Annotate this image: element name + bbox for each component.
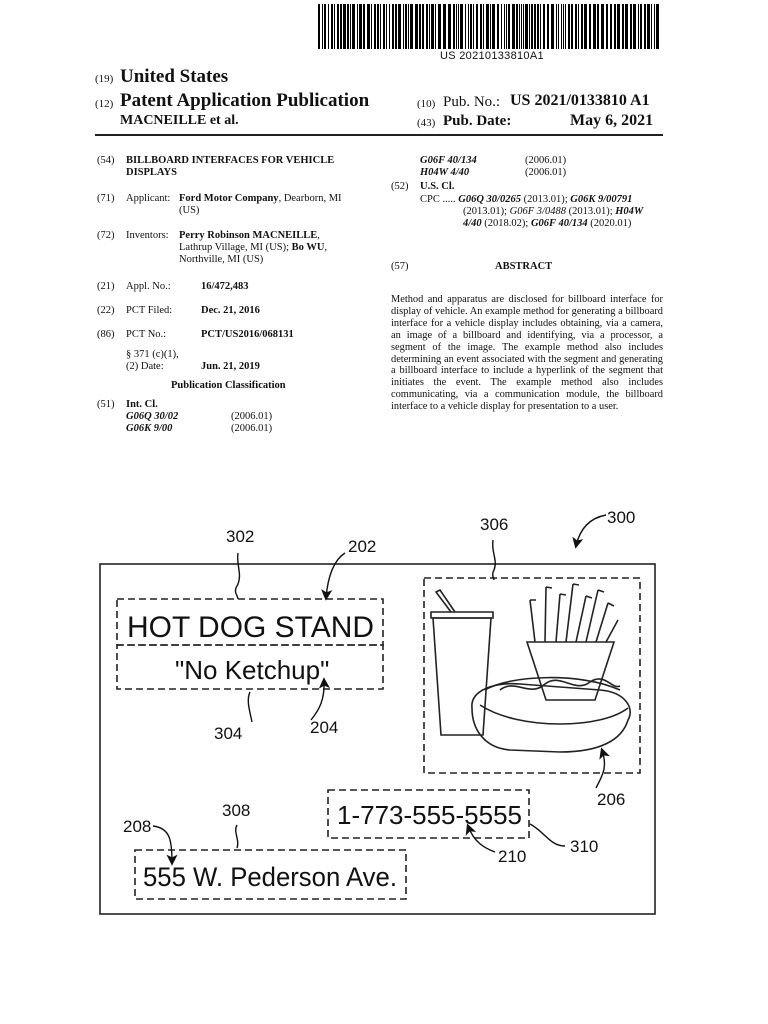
barcode-bar [638, 4, 639, 49]
pct-no-label: PCT No.: [126, 329, 167, 340]
us-cl-label: U.S. Cl. [420, 181, 455, 192]
inventor-sep: , [317, 230, 320, 241]
appl-no: 16/472,483 [201, 281, 249, 292]
ref-308: 308 [222, 801, 251, 820]
barcode-bar [523, 4, 524, 49]
barcode-bar [468, 4, 469, 49]
barcode-bar [601, 4, 604, 49]
pct-no: PCT/US2016/068131 [201, 329, 294, 340]
barcode-bar [504, 4, 505, 49]
barcode-bar [448, 4, 451, 49]
barcode-bar [519, 4, 520, 49]
ref-306: 306 [480, 515, 509, 534]
barcode-bar [651, 4, 652, 49]
barcode-bar [537, 4, 539, 49]
ref-300: 300 [607, 508, 636, 527]
barcode-bar [470, 4, 472, 49]
barcode-bar [419, 4, 421, 49]
s371-date: Jun. 21, 2019 [201, 361, 260, 372]
barcode-bar [617, 4, 620, 49]
barcode-bar [575, 4, 577, 49]
cpc-year-3: (2013.01); [565, 206, 616, 217]
barcode-bar [331, 4, 333, 49]
cpc-code-1: G06Q 30/0265 [458, 194, 521, 205]
cpc-year-5: (2020.01) [587, 218, 632, 229]
barcode-bar [371, 4, 372, 49]
barcode-bar [328, 4, 329, 49]
int-cl-code-1: G06Q 30/02 [126, 411, 179, 422]
tag-12: (12) [95, 98, 114, 110]
barcode-bar [465, 4, 466, 49]
ref-310: 310 [570, 837, 599, 856]
barcode-bar [610, 4, 612, 49]
ref-208: 208 [123, 817, 152, 836]
title-line-1: BILLBOARD INTERFACES FOR VEHICLE [126, 155, 335, 166]
barcode-bar [625, 4, 628, 49]
barcode-bar [340, 4, 342, 49]
barcode-bar [408, 4, 409, 49]
barcode-bar [395, 4, 397, 49]
applicant-location: , Dearborn, MI [278, 193, 342, 204]
inventors-label: Inventors: [126, 230, 169, 241]
tag-86: (86) [97, 329, 115, 340]
barcode-bar [357, 4, 358, 49]
barcode-bar [501, 4, 502, 49]
cpc-code-4a: H04W [615, 206, 644, 217]
barcode-bar [431, 4, 434, 49]
abstract-text: Method and apparatus are disclosed for billboard interface for display of vehicle. An example method for generating a billboard interface for a vehicle display includes obtaining, via a camera, an image of a billboard and identifying, via a processor, a segment of the image. The example method also includes determining an event associated with the segment and generating a billboard interface to include a hyperlink of the segment that initiates the event. The example method also includes communicating, via a communication module, the billboard interface to a vehicle display for presentation to a user. [391, 294, 663, 413]
inventor-short: MACNEILLE et al. [120, 113, 239, 128]
barcode-bar [435, 4, 436, 49]
barcode-bar [347, 4, 349, 49]
ref-304: 304 [214, 724, 243, 743]
appl-no-label: Appl. No.: [126, 281, 171, 292]
barcode-bar [534, 4, 536, 49]
barcode-bar [512, 4, 515, 49]
barcode-bar [403, 4, 404, 49]
food-illustration [431, 584, 630, 752]
barcode [318, 4, 660, 49]
barcode-bar [531, 4, 533, 49]
tag-51: (51) [97, 399, 115, 410]
barcode-bar [593, 4, 596, 49]
inventor-1: Perry Robinson MACNEILLE [179, 230, 318, 241]
barcode-bar [398, 4, 401, 49]
cl-code-4: H04W 4/40 [420, 167, 470, 178]
barcode-bar [644, 4, 646, 49]
barcode-bar [581, 4, 583, 49]
barcode-bar [597, 4, 599, 49]
barcode-bar [367, 4, 370, 49]
barcode-bar [525, 4, 528, 49]
barcode-bar [334, 4, 335, 49]
barcode-bar [630, 4, 632, 49]
barcode-bar [568, 4, 570, 49]
barcode-bar [556, 4, 557, 49]
barcode-bar [352, 4, 355, 49]
inventor-sep-2: , [324, 242, 328, 253]
barcode-bar [654, 4, 655, 49]
cpc-code-5: G06F 40/134 [530, 218, 588, 229]
billboard-title: HOT DOG STAND [127, 611, 374, 644]
tag-57: (57) [391, 261, 409, 272]
cpc-year-2: (2013.01); [463, 206, 510, 217]
cpc-code-2: G06K 9/00791 [570, 194, 633, 205]
barcode-bar [438, 4, 441, 49]
barcode-bar [458, 4, 459, 49]
barcode-bar [622, 4, 624, 49]
ref-204: 204 [310, 718, 339, 737]
figure-300 [0, 500, 768, 920]
s371-line-2: (2) Date: [126, 361, 164, 372]
barcode-bar [456, 4, 457, 49]
tag-10: (10) [417, 98, 436, 110]
barcode-bar [561, 4, 562, 49]
barcode-bar [386, 4, 387, 49]
barcode-bar [410, 4, 413, 49]
barcode-bar [490, 4, 491, 49]
tag-43: (43) [417, 117, 436, 129]
pub-no-label: Pub. No.: [443, 94, 501, 110]
barcode-bar [565, 4, 566, 49]
barcode-bar [429, 4, 430, 49]
ref-210: 210 [498, 847, 527, 866]
inventor-2: Bo WU [291, 242, 325, 253]
cl-code-3: G06F 40/134 [420, 155, 477, 166]
applicant-name: Ford Motor Company [179, 193, 279, 204]
barcode-bar [389, 4, 390, 49]
applicant-country: (US) [179, 205, 200, 216]
barcode-bar [647, 4, 650, 49]
billboard-address: 555 W. Pederson Ave. [143, 862, 397, 892]
cl-year-4: (2006.01) [525, 167, 567, 178]
pct-filed: Dec. 21, 2016 [201, 305, 260, 316]
barcode-bar [415, 4, 418, 49]
s371-line-1: § 371 (c)(1), [126, 349, 179, 360]
ref-202: 202 [348, 537, 377, 556]
barcode-bar [633, 4, 636, 49]
barcode-bar [483, 4, 484, 49]
barcode-bar [426, 4, 428, 49]
ref-206: 206 [597, 790, 626, 809]
barcode-bar [563, 4, 564, 49]
barcode-pub-number: US 20210133810A1 [440, 50, 544, 62]
barcode-bar [363, 4, 365, 49]
tag-21: (21) [97, 281, 115, 292]
barcode-bar [422, 4, 424, 49]
pub-date-label: Pub. Date: [443, 113, 512, 129]
tag-72: (72) [97, 230, 115, 241]
barcode-bar [571, 4, 573, 49]
barcode-bar [377, 4, 379, 49]
header-rule [95, 134, 663, 136]
barcode-bar [374, 4, 376, 49]
cpc-year-1: (2013.01); [520, 194, 571, 205]
barcode-bar [322, 4, 323, 49]
applicant-label: Applicant: [126, 193, 171, 204]
barcode-bar [343, 4, 346, 49]
tag-52: (52) [391, 181, 409, 192]
barcode-bar [521, 4, 522, 49]
barcode-bar [547, 4, 549, 49]
barcode-bar [453, 4, 455, 49]
barcode-bar [405, 4, 407, 49]
tag-22: (22) [97, 305, 115, 316]
barcode-bar [480, 4, 482, 49]
title-line-2: DISPLAYS [126, 167, 177, 178]
tag-54: (54) [97, 155, 115, 166]
barcode-bar [516, 4, 518, 49]
barcode-bar [497, 4, 499, 49]
barcode-bar [578, 4, 579, 49]
int-cl-label: Int. Cl. [126, 399, 158, 410]
pub-no: US 2021/0133810 A1 [510, 92, 650, 109]
barcode-bar [380, 4, 381, 49]
barcode-bar [486, 4, 489, 49]
barcode-bar [359, 4, 362, 49]
barcode-bar [558, 4, 559, 49]
pct-filed-label: PCT Filed: [126, 305, 173, 316]
tag-71: (71) [97, 193, 115, 204]
barcode-bar [443, 4, 446, 49]
barcode-bar [551, 4, 554, 49]
cl-year-3: (2006.01) [525, 155, 567, 166]
barcode-bar [337, 4, 339, 49]
barcode-bar [350, 4, 351, 49]
barcode-bar [614, 4, 616, 49]
barcode-bar [492, 4, 495, 49]
barcode-bar [460, 4, 463, 49]
barcode-bar [476, 4, 478, 49]
abstract-heading: ABSTRACT [495, 261, 553, 272]
barcode-bar [508, 4, 510, 49]
int-cl-code-2: G06K 9/00 [126, 423, 173, 434]
tag-19: (19) [95, 73, 114, 85]
cpc-year-4: (2018.02); [481, 218, 531, 229]
doc-type: Patent Application Publication [120, 90, 370, 111]
int-cl-year-1: (2006.01) [231, 411, 273, 422]
country: United States [120, 66, 229, 87]
barcode-bar [473, 4, 474, 49]
barcode-bar [543, 4, 545, 49]
barcode-bar [584, 4, 587, 49]
cpc-code-4b: 4/40 [463, 218, 482, 229]
billboard-slogan: "No Ketchup" [175, 655, 330, 685]
ref-302: 302 [226, 527, 255, 546]
billboard-phone: 1-773-555-5555 [337, 800, 522, 830]
cpc-label: CPC ..... [420, 194, 459, 205]
barcode-bar [589, 4, 591, 49]
barcode-bar [656, 4, 659, 49]
inventor-2-location: Northville, MI (US) [179, 254, 264, 265]
barcode-bar [324, 4, 326, 49]
barcode-bar [606, 4, 608, 49]
pub-class-heading: Publication Classification [171, 380, 286, 391]
barcode-bar [540, 4, 541, 49]
pub-date: May 6, 2021 [570, 112, 654, 129]
barcode-bar [506, 4, 507, 49]
barcode-bar [383, 4, 385, 49]
cpc-code-3: G06F 3/0488 [509, 206, 566, 217]
barcode-bar [318, 4, 320, 49]
barcode-bar [392, 4, 394, 49]
inventor-1-location: Lathrup Village, MI (US); [179, 242, 292, 253]
barcode-bar [640, 4, 642, 49]
barcode-bar [529, 4, 530, 49]
int-cl-year-2: (2006.01) [231, 423, 273, 434]
